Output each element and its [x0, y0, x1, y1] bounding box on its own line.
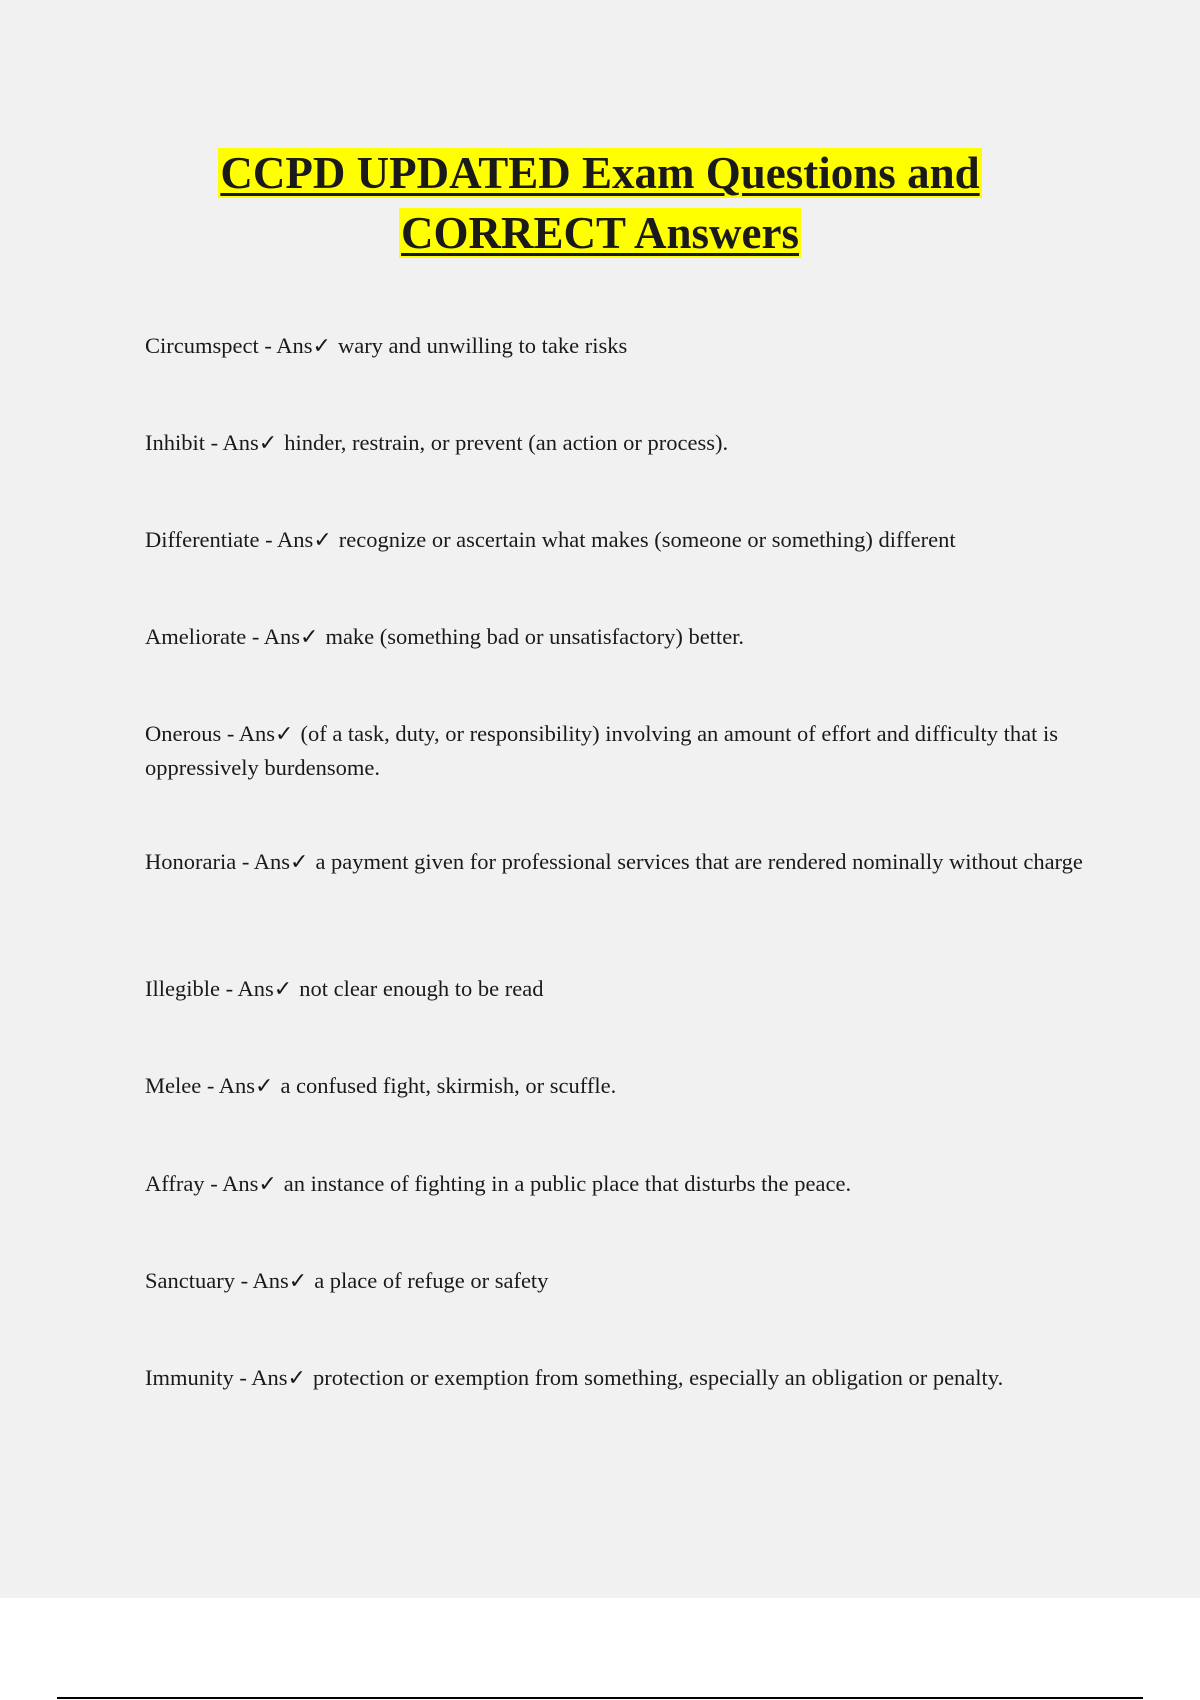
title-line-2: CORRECT Answers — [401, 208, 799, 258]
qa-definition: protection or exemption from something, especially an obligation or penalty. — [312, 1365, 1004, 1390]
qa-item-melee — [145, 1069, 1095, 1103]
document-title — [0, 143, 1200, 263]
qa-term: Onerous - — [145, 721, 239, 746]
qa-item-inhibit — [145, 426, 1095, 460]
answer-prefix: Ans — [251, 1365, 288, 1390]
check-mark-icon: ✓ — [287, 1366, 306, 1391]
qa-item-illegible — [145, 972, 1095, 1006]
qa-item-onerous — [145, 717, 1095, 784]
qa-term: Melee - — [145, 1073, 219, 1098]
answer-prefix: Ans — [253, 849, 290, 874]
qa-term: Ameliorate - — [145, 624, 264, 649]
answer-prefix: Ans — [276, 333, 313, 358]
answer-prefix: Ans — [238, 721, 276, 746]
check-mark-icon: ✓ — [258, 431, 278, 456]
qa-definition: (of a task, duty, or responsibility) involving an amount of effort and difficulty that is oppressively burdensome. — [145, 721, 1059, 780]
qa-item-ameliorate — [145, 620, 1095, 654]
qa-term: Illegible - — [145, 976, 238, 1001]
qa-term: Immunity - — [145, 1365, 251, 1390]
check-mark-icon: ✓ — [288, 1269, 308, 1294]
qa-term: Inhibit - — [145, 430, 223, 455]
qa-term: Differentiate - — [145, 527, 277, 552]
footer-divider — [57, 1697, 1143, 1699]
title-line-1: CCPD UPDATED Exam Questions and — [220, 148, 980, 198]
qa-definition: recognize or ascertain what makes (someone or something) different — [338, 527, 956, 552]
qa-item-immunity — [145, 1361, 1095, 1395]
qa-item-differentiate — [145, 523, 1095, 557]
answer-prefix: Ans — [222, 1171, 259, 1196]
answer-prefix: Ans — [263, 624, 300, 649]
check-mark-icon: ✓ — [258, 1172, 277, 1197]
qa-definition: a place of refuge or safety — [314, 1268, 549, 1293]
check-mark-icon: ✓ — [300, 625, 319, 650]
answer-prefix: Ans — [222, 430, 259, 455]
qa-term: Sanctuary - — [145, 1268, 252, 1293]
answer-prefix: Ans — [277, 527, 314, 552]
qa-definition: hinder, restrain, or prevent (an action or process). — [284, 430, 729, 455]
answer-prefix: Ans — [252, 1268, 289, 1293]
qa-item-honoraria — [145, 845, 1095, 879]
answer-prefix: Ans — [218, 1073, 255, 1098]
qa-item-circumspect — [145, 329, 1095, 363]
qa-definition: a confused fight, skirmish, or scuffle. — [280, 1073, 617, 1098]
answer-prefix: Ans — [237, 976, 274, 1001]
qa-term: Circumspect - — [145, 333, 276, 358]
qa-definition: not clear enough to be read — [299, 976, 544, 1001]
check-mark-icon: ✓ — [273, 977, 293, 1002]
qa-definition: a payment given for professional services that are rendered nominally without charge — [315, 849, 1083, 874]
qa-term: Affray - — [145, 1171, 222, 1196]
qa-definition: wary and unwilling to take risks — [337, 333, 628, 358]
check-mark-icon: ✓ — [312, 334, 331, 359]
check-mark-icon: ✓ — [290, 850, 309, 875]
qa-term: Honoraria - — [145, 849, 254, 874]
qa-item-affray — [145, 1167, 1095, 1201]
qa-definition: make (something bad or unsatisfactory) better. — [325, 624, 745, 649]
check-mark-icon: ✓ — [255, 1074, 274, 1099]
check-mark-icon: ✓ — [275, 722, 294, 747]
qa-definition: an instance of fighting in a public place that disturbs the peace. — [283, 1171, 852, 1196]
qa-item-sanctuary — [145, 1264, 1095, 1298]
check-mark-icon: ✓ — [313, 528, 332, 553]
